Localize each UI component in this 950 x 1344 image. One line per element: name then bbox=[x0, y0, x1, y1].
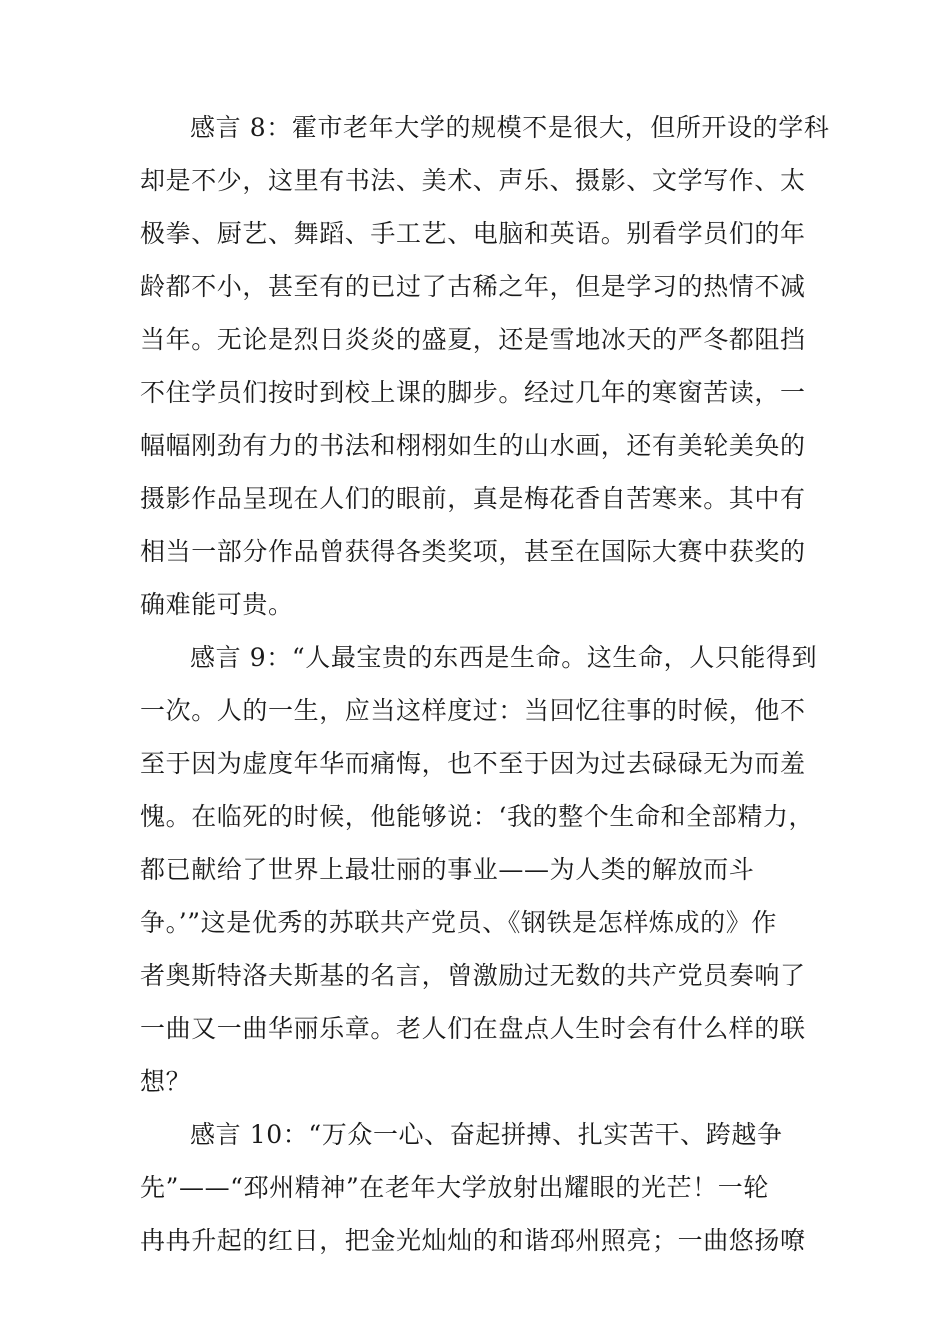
paragraph-2-line-8: 一曲又一曲华丽乐章。老人们在盘点人生时会有什么样的联 bbox=[140, 1014, 806, 1043]
paragraph-2-line-2: 一次。人的一生，应当这样度过：当回忆往事的时候，他不 bbox=[140, 696, 806, 725]
paragraph-1-line-6: 不住学员们按时到校上课的脚步。经过几年的寒窗苦读，一 bbox=[140, 378, 806, 407]
paragraph-2-line-7: 者奥斯特洛夫斯基的名言，曾激励过无数的共产党员奏响了 bbox=[140, 961, 806, 990]
paragraph-3-line-2: 先”——“邳州精神”在老年大学放射出耀眼的光芒！一轮 bbox=[140, 1173, 769, 1202]
paragraph-1-line-2: 却是不少，这里有书法、美术、声乐、摄影、文学写作、太 bbox=[140, 166, 806, 195]
paragraph-1-line-9: 相当一部分作品曾获得各类奖项，甚至在国际大赛中获奖的 bbox=[140, 537, 806, 566]
paragraph-2-line-9: 想？ bbox=[140, 1067, 192, 1096]
paragraph-2-line-6: 争。’”这是优秀的苏联共产党员、《钢铁是怎样炼成的》作 bbox=[140, 908, 777, 937]
paragraph-1-line-3: 极拳、厨艺、舞蹈、手工艺、电脑和英语。别看学员们的年 bbox=[140, 219, 806, 248]
paragraph-2-line-3: 至于因为虚度年华而痛悔，也不至于因为过去碌碌无为而羞 bbox=[140, 749, 806, 778]
paragraph-3-line-3: 冉冉升起的红日，把金光灿灿的和谐邳州照亮；一曲悠扬嘹 bbox=[140, 1226, 806, 1255]
paragraph-2-line-4: 愧。在临死的时候，他能够说：‘我的整个生命和全部精力， bbox=[140, 802, 815, 831]
paragraph-1-line-8: 摄影作品呈现在人们的眼前，真是梅花香自苦寒来。其中有 bbox=[140, 484, 806, 513]
paragraph-2-line-1: 感言 9：“人最宝贵的东西是生命。这生命，人只能得到 bbox=[190, 643, 818, 672]
paragraph-1-line-4: 龄都不小，甚至有的已过了古稀之年，但是学习的热情不减 bbox=[140, 272, 806, 301]
paragraph-3-line-1: 感言 10：“万众一心、奋起拼搏、扎实苦干、跨越争 bbox=[190, 1120, 783, 1149]
paragraph-1-line-7: 幅幅刚劲有力的书法和栩栩如生的山水画，还有美轮美奂的 bbox=[140, 431, 806, 460]
paragraph-1-line-5: 当年。无论是烈日炎炎的盛夏，还是雪地冰天的严冬都阻挡 bbox=[140, 325, 806, 354]
paragraph-1-line-10: 确难能可贵。 bbox=[140, 590, 294, 619]
paragraph-2-line-5: 都已献给了世界上最壮丽的事业——为人类的解放而斗 bbox=[140, 855, 755, 884]
paragraph-1-line-1: 感言 8：霍市老年大学的规模不是很大，但所开设的学科 bbox=[190, 113, 830, 142]
